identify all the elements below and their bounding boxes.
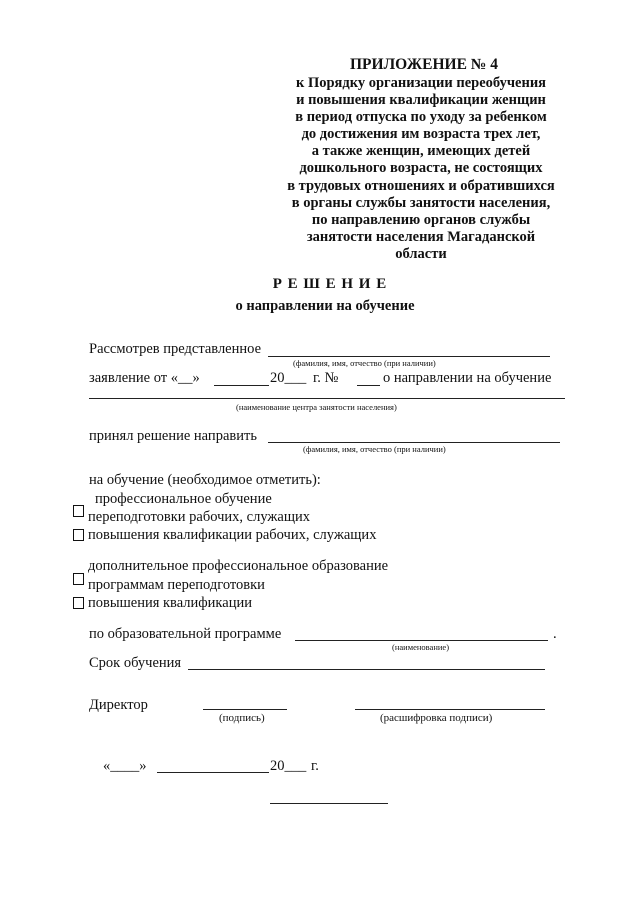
retrain-programs-label: программам переподготовки <box>88 577 265 593</box>
appendix-line: в трудовых отношениях и обратившихся <box>287 177 555 194</box>
retrain-workers-checkbox[interactable] <box>73 505 84 517</box>
appendix-line: занятости населения Магаданской <box>306 228 536 245</box>
decided-label: принял решение направить <box>89 428 257 444</box>
about-training-text: о направлении на обучение <box>383 370 552 386</box>
statement-number-label: г. № <box>313 370 339 386</box>
appendix-line: дошкольного возраста, не состоящих <box>299 160 543 177</box>
decoding-line[interactable] <box>355 709 545 710</box>
decision-subheading: о направлении на обучение <box>235 298 415 314</box>
date-g: г. <box>311 758 319 774</box>
decoding-hint: (расшифровка подписи) <box>380 712 493 724</box>
fio-line-1[interactable] <box>268 356 550 357</box>
fio-line-2[interactable] <box>268 442 560 443</box>
appendix-line: в органы службы занятости населения, <box>291 194 551 211</box>
statement-number-line[interactable] <box>357 385 380 386</box>
signature-hint: (подпись) <box>219 712 265 724</box>
decision-heading: Р Е Ш Е Н И Е <box>272 276 388 292</box>
program-dot: . <box>553 626 557 642</box>
appendix-line: в период отпуска по уходу за ребенком <box>295 109 547 126</box>
appendix-title: ПРИЛОЖЕНИЕ № 4 <box>350 56 498 73</box>
appendix-line: и повышения квалификации женщин <box>296 92 546 109</box>
name-hint: (наименование) <box>392 642 450 652</box>
appendix-text <box>270 75 572 263</box>
retrain-programs-checkbox[interactable] <box>73 573 84 585</box>
appendix-line: до достижения им возраста трех лет, <box>301 126 541 143</box>
statement-date-line[interactable] <box>214 385 269 386</box>
reviewed-label: Рассмотрев представленное <box>89 341 262 357</box>
appendix-line: области <box>395 245 447 262</box>
director-label: Директор <box>89 697 148 713</box>
program-label: по образовательной программе <box>89 626 282 642</box>
qual-upgrade-label: повышения квалификации <box>88 595 252 611</box>
duration-label: Срок обучения <box>89 655 182 671</box>
date-year: 20___ <box>270 758 307 774</box>
signature-line[interactable] <box>203 709 287 710</box>
qual-upgrade-checkbox[interactable] <box>73 597 84 609</box>
retrain-workers-label: переподготовки рабочих, служащих <box>88 509 311 525</box>
bottom-line <box>270 803 388 804</box>
appendix-line: к Порядку организации переобучения <box>295 75 547 91</box>
statement-year: 20___ <box>270 370 307 386</box>
training-note: на обучение (необходимое отметить): <box>89 472 321 488</box>
duration-line[interactable] <box>188 669 545 670</box>
center-hint: (наименование центра занятости населения) <box>236 402 397 412</box>
qual-workers-label: повышения квалификации рабочих, служащих <box>88 527 377 543</box>
statement-from-label: заявление от «__» <box>89 370 200 386</box>
prof-training-label: профессиональное обучение <box>95 491 272 507</box>
appendix-line: а также женщин, имеющих детей <box>311 143 531 160</box>
qual-workers-checkbox[interactable] <box>73 529 84 541</box>
additional-education-label: дополнительное профессиональное образование <box>88 558 389 574</box>
date-quote: «____» <box>103 758 147 774</box>
center-name-line[interactable] <box>89 398 565 399</box>
appendix-line: по направлению органов службы <box>311 211 531 228</box>
date-month-line[interactable] <box>157 772 269 773</box>
fio-hint-1: (фамилия, имя, отчество (при наличии) <box>293 358 436 368</box>
fio-hint-2: (фамилия, имя, отчество (при наличии) <box>303 444 446 454</box>
program-line[interactable] <box>295 640 548 641</box>
